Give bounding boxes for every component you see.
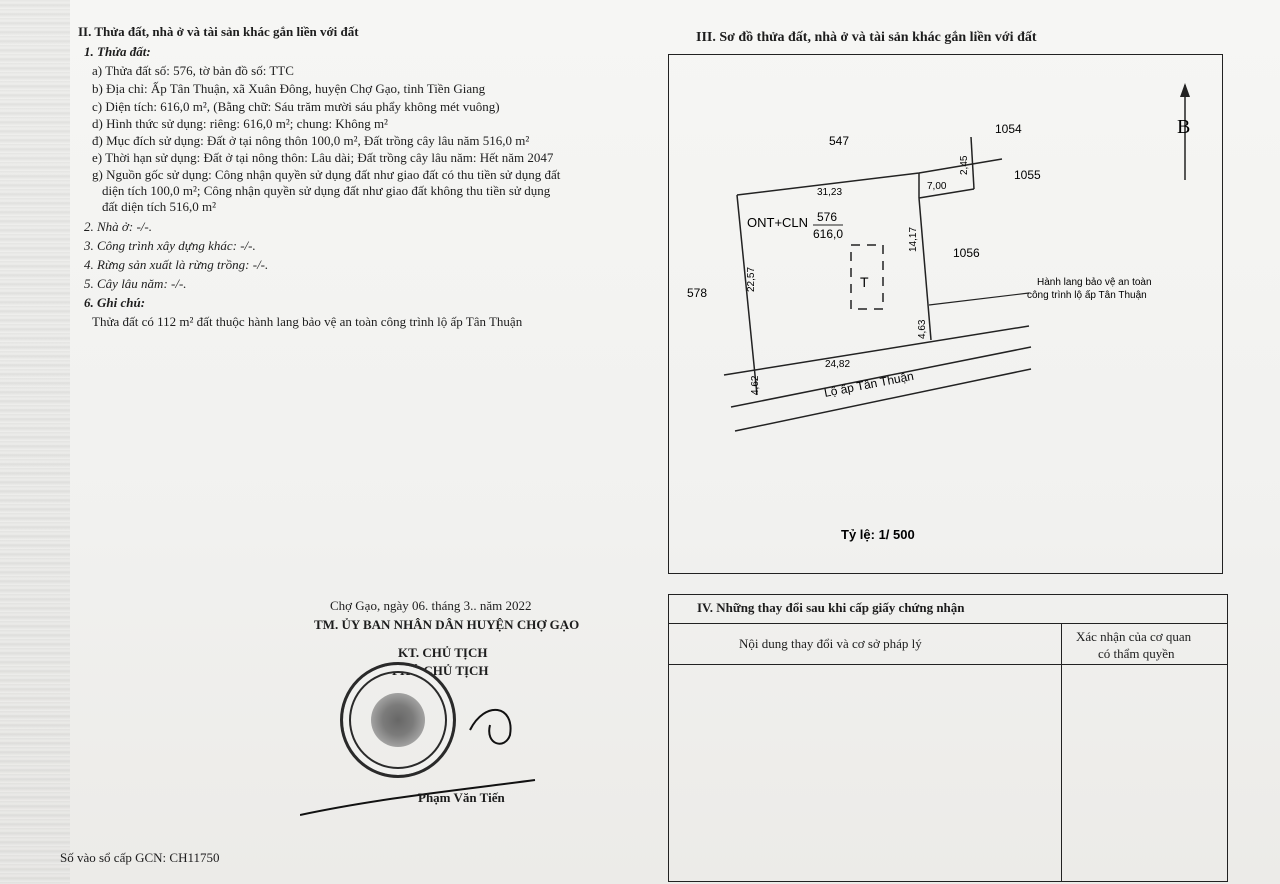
- corridor-leader-line: [929, 293, 1029, 305]
- column-confirmation-line-2: có thẩm quyền: [1098, 646, 1175, 661]
- column-changes-label: Nội dung thay đổi và cơ sở pháp lý: [739, 636, 922, 651]
- neighbor-547: 547: [829, 134, 850, 148]
- usage-form-line: d) Hình thức sử dụng: riêng: 616,0 m²; chung: Không m²: [92, 116, 388, 131]
- signer-title-1: KT. CHỦ TỊCH: [398, 645, 488, 660]
- parcel-number-line: a) Thửa đất số: 576, tờ bản đồ số: TTC: [92, 63, 294, 78]
- sign-date: Chợ Gạo, ngày 06. tháng 3.. năm 2022: [330, 598, 532, 613]
- parcel-diagram-box: [668, 54, 1223, 574]
- registry-number: Số vào sổ cấp GCN: CH11750: [60, 850, 220, 865]
- neighbor-578: 578: [687, 286, 708, 300]
- usage-term-line: e) Thời hạn sử dụng: Đất ở tại nông thôn: Lâu dài; Đất trồng cây lâu năm: Hết năm 2047: [92, 150, 554, 165]
- section-4-title: IV. Những thay đổi sau khi cấp giấy chứng nhận: [697, 600, 965, 615]
- dim-bottom-left: 4,62: [750, 375, 761, 395]
- area-line: c) Diện tích: 616,0 m², (Bằng chữ: Sáu trăm mười sáu phẩy không mét vuông): [92, 99, 500, 114]
- dim-left: 22,57: [746, 266, 757, 292]
- origin-line-2: diện tích 100,0 m²; Công nhận quyền sử dụng đất như giao đất không thu tiền sử dụng: [102, 183, 551, 198]
- scale-label: Tỷ lệ: 1/ 500: [841, 527, 915, 542]
- column-header-changes: [669, 624, 1061, 665]
- corridor-label-2: công trình lộ ấp Tân Thuận: [1027, 290, 1147, 301]
- column-header-confirmation: [1062, 624, 1227, 665]
- origin-line-3: đất diện tích 516,0 m²: [102, 199, 217, 214]
- dim-right-small: 2,45: [959, 155, 970, 175]
- corridor-label-1: Hành lang bảo vệ an toàn: [1037, 277, 1152, 288]
- usage-purpose-line: đ) Mục đích sử dụng: Đất ở tại nông thôn 100,0 m², Đất trồng cây lâu năm 516,0 m²: [92, 133, 530, 148]
- dim-bottom-right: 4,63: [917, 319, 928, 339]
- item-5: 5. Cây lâu năm: -/-.: [84, 276, 187, 291]
- parcel-land-type: ONT+CLN: [747, 215, 809, 230]
- item-1-title: 1. Thửa đất:: [84, 44, 151, 59]
- dim-right: 14,17: [908, 226, 919, 252]
- dim-top: 31,23: [817, 187, 843, 198]
- dim-bottom: 24,82: [825, 359, 851, 370]
- note-line: Thửa đất có 112 m² đất thuộc hành lang bảo vệ an toàn công trình lộ ấp Tân Thuận: [92, 314, 523, 329]
- parcel-diagram: [669, 55, 1222, 573]
- parcel-notch-edge: [971, 137, 974, 189]
- signer-title-2: PHÓ CHỦ TỊCH: [392, 663, 489, 678]
- changes-table: [668, 594, 1228, 882]
- road-label: Lộ ấp Tân Thuận: [822, 368, 915, 400]
- parcel-right-edge: [919, 198, 931, 340]
- parcel-area-label: 616,0: [813, 227, 844, 241]
- neighbor-1054: 1054: [995, 122, 1022, 136]
- corridor-line: [724, 326, 1029, 375]
- item-4: 4. Rừng sản xuất là rừng trồng: -/-.: [84, 257, 269, 272]
- item-6: 6. Ghi chú:: [84, 295, 146, 310]
- parcel-number-label: 576: [817, 210, 838, 224]
- column-confirmation-line-1: Xác nhận của cơ quan: [1076, 629, 1192, 644]
- section-2-title: II. Thửa đất, nhà ở và tài sản khác gắn liền với đất: [78, 24, 359, 39]
- north-label: B: [1177, 116, 1191, 138]
- changes-table-header: [669, 595, 1227, 624]
- neighbor-1056: 1056: [953, 246, 980, 260]
- address-line: b) Địa chỉ: Ấp Tân Thuận, xã Xuân Đông, huyện Chợ Gạo, tỉnh Tiền Giang: [92, 81, 486, 96]
- item-3: 3. Công trình xây dựng khác: -/-.: [84, 238, 256, 253]
- neighbor-1055: 1055: [1014, 168, 1041, 182]
- section-3-title: III. Sơ đồ thửa đất, nhà ở và tài sản khác gắn liền với đất: [696, 30, 1037, 45]
- issuing-org: TM. ỦY BAN NHÂN DÂN HUYỆN CHỢ GẠO: [314, 617, 580, 632]
- house-mark: T: [860, 274, 869, 290]
- page-edge-shadow: [0, 0, 70, 884]
- table-column-divider: [1061, 624, 1062, 881]
- signer-name: Phạm Văn Tiến: [418, 790, 505, 805]
- origin-line-1: g) Nguồn gốc sử dụng: Công nhận quyền sử dụng đất như giao đất có thu tiền sử dụng đất: [92, 167, 561, 182]
- dim-top-right: 7,00: [927, 181, 947, 192]
- item-2: 2. Nhà ở: -/-.: [84, 219, 152, 234]
